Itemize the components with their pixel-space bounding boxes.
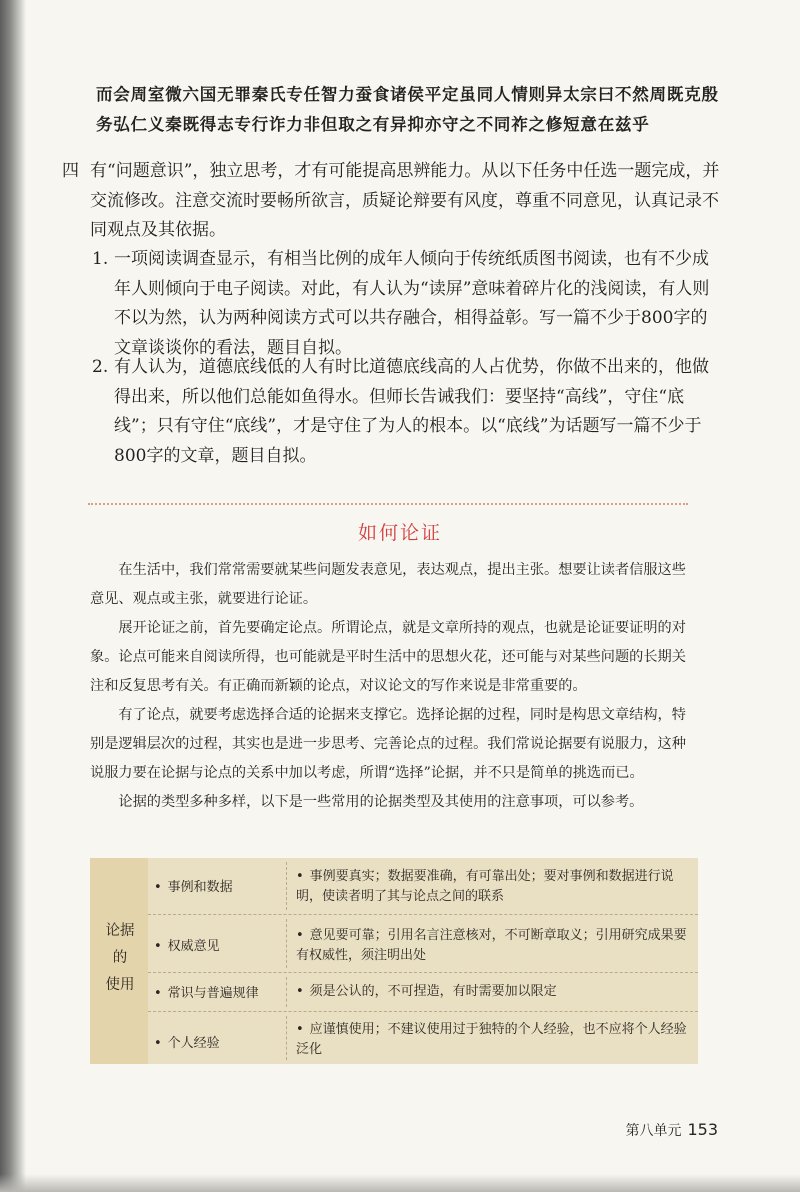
note-text: 须是公认的，不可捏造，有时需要加以限定 [309, 984, 557, 999]
table-row [148, 915, 698, 973]
body-paragraph-1: 在生活中，我们常常需要就某些问题发表意见，表达观点，提出主张。想要让读者信服这些意见、观点或主张，就要进行论证。 [90, 562, 686, 607]
table-header-text [100, 918, 140, 999]
task-item-2-index: 2. [92, 357, 109, 377]
page-binding-shadow [0, 0, 26, 1192]
column-divider [286, 1016, 287, 1060]
bullet-mark: • [296, 928, 304, 943]
table-header-line-1: 论据 [105, 923, 135, 939]
classical-line-1: 而会周室微六国无罪秦氏专任智力蚕食诸侯平定虽同人情则异太宗曰不然周既克殷 [96, 85, 719, 104]
category-label: 事例和数据 [167, 880, 233, 895]
bullet-mark: • [296, 869, 304, 884]
body-paragraph-2: 展开论证之前，首先要确定论点。所谓论点，就是文章所持的观点，也就是论证要证明的对象。论点可能来自阅读所得，也可能就是平时生活中的思想火花，还可能与对某些问题的长期关注和反复思考有关。有正确而新颖的论点，对议论文的写作来说是非常重要的。 [90, 620, 686, 694]
bullet-mark: • [296, 984, 304, 999]
classical-line-2: 务弘仁义秦既得志专行诈力非但取之有异抑亦守之不同祚之修短意在兹乎 [96, 115, 650, 134]
row-note [296, 926, 691, 965]
category-label: 权威意见 [167, 939, 220, 954]
bullet-mark: • [296, 1022, 304, 1037]
bullet-mark: • [154, 880, 162, 895]
evidence-usage-table [90, 858, 698, 1064]
task-item-1-text: 一项阅读调查显示，有相当比例的成年人倾向于传统纸质图书阅读，也有不少成年人则倾向于电子阅读。对此，有人认为“读屏”意味着碎片化的浅阅读，有人则不以为然，认为两种阅读方式可以共存融合，相得益彰。写一篇不少于800字的文章谈谈你的看法，题目自拟。 [114, 249, 710, 358]
body-paragraph-4: 论据的类型多种多样，以下是一些常用的论据类型及其使用的注意事项，可以参考。 [118, 794, 644, 810]
row-note [296, 982, 691, 1002]
column-divider [286, 862, 287, 910]
row-note [296, 1020, 691, 1059]
unit-label: 第八单元 [625, 1123, 682, 1139]
bullet-mark: • [154, 939, 162, 954]
column-divider [286, 977, 287, 1007]
note-text: 意见要可靠；引用名言注意核对，不可断章取义；引用研究成果要有权威性，须注明出处 [296, 928, 687, 963]
table-row [148, 858, 698, 915]
section-divider-dots [88, 503, 688, 505]
table-row [148, 973, 698, 1012]
classical-chinese-passage [96, 80, 736, 140]
bullet-mark: • [154, 986, 162, 1001]
column-divider [286, 919, 287, 968]
task-intro: 有“问题意识”，独立思考，才有可能提高思辨能力。从以下任务中任选一题完成，并交流修改。注意交流时要畅所欲言，质疑论辩要有风度，尊重不同意见，认真记录不同观点及其依据。 [90, 161, 720, 240]
task-item-1-index: 1. [92, 249, 109, 269]
row-note [296, 867, 691, 906]
page-footer [625, 1120, 718, 1140]
section-body [90, 556, 698, 817]
body-paragraph-3: 有了论点，就要考虑选择合适的论据来支撑它。选择论据的过程，同时是构思文章结构，特别是逻辑层次的过程，其实也是进一步思考、完善论点的过程。我们常说论据要有说服力，这种说服力要在论据与论点的关系中加以考虑，所谓“选择”论据，并不只是简单的挑选而已。 [90, 707, 686, 781]
page-bottom-edge [0, 1174, 800, 1192]
bullet-mark: • [154, 1036, 162, 1051]
table-header-line-3: 使用 [105, 977, 135, 993]
table-row [148, 1012, 698, 1064]
row-category [154, 982, 284, 1001]
row-category [154, 1032, 284, 1051]
table-header-line-2: 的 [112, 950, 128, 966]
category-label: 个人经验 [167, 1036, 220, 1051]
page-number: 153 [687, 1120, 718, 1139]
note-text: 应谨慎使用；不建议使用过于独特的个人经验，也不应将个人经验泛化 [296, 1022, 687, 1057]
note-text: 事例要真实；数据要准确，有可靠出处；要对事例和数据进行说明，使读者明了其与论点之间的联系 [296, 869, 674, 904]
category-label: 常识与普遍规律 [167, 986, 259, 1001]
row-category [154, 876, 284, 895]
task-item-2-text: 有人认为，道德底线低的人有时比道德底线高的人占优势，你做不出来的，他做得出来，所以他们总能如鱼得水。但师长告诫我们：要坚持“高线”，守住“底线”；只有守住“底线”，才是守住了为人的根本。以“底线”为话题写一篇不少于800字的文章，题目自拟。 [114, 357, 709, 466]
task-number: 四 [62, 161, 79, 181]
row-category [154, 935, 284, 954]
section-title: 如何论证 [357, 522, 442, 544]
